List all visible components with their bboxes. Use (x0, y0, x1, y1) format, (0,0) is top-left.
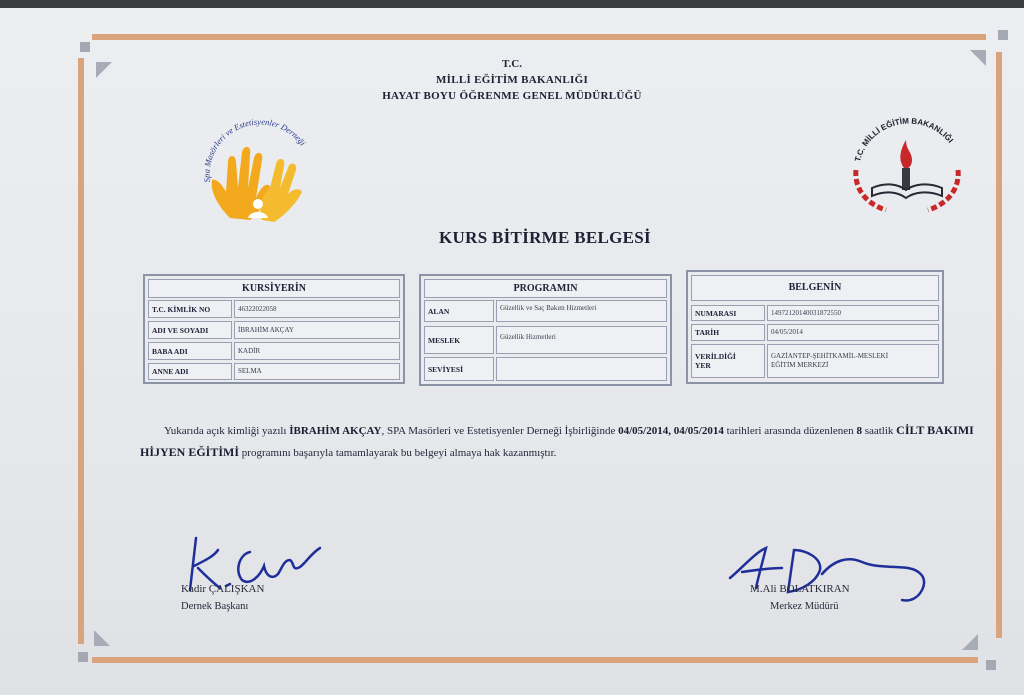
end-date: 04/05/2014 (673, 425, 724, 437)
start-date: 04/05/2014 (618, 425, 669, 437)
row-value: GAZİANTEP-ŞEHİTKAMİL-MESLEKİ EĞİTİM MERKEZİ (767, 344, 939, 378)
row-label: MESLEK (424, 326, 494, 354)
header-tc: T.C. (502, 58, 522, 70)
row-label: ADI VE SOYADI (148, 321, 232, 339)
row-label: T.C. KİMLİK NO (148, 300, 232, 318)
left-signer-name: Kadir ÇALIŞKAN (181, 583, 265, 595)
row-value: SELMA (234, 363, 400, 380)
left-signer-title: Dernek Başkanı (181, 601, 249, 612)
row-label: NUMARASI (691, 305, 765, 321)
body-part: tarihleri arasında düzenlenen (723, 425, 857, 437)
recipient-name: İBRAHİM AKÇAY (289, 425, 382, 437)
table-row (148, 342, 400, 360)
logo-left-text: Spa Masörleri ve Estetisyenler Derneği (201, 118, 308, 183)
header-directorate: HAYAT BOYU ÖĞRENME GENEL MÜDÜRLÜĞÜ (382, 90, 642, 102)
row-label: BABA ADI (148, 342, 232, 360)
table-row (148, 300, 400, 318)
row-value: 04/05/2014 (767, 324, 939, 341)
right-signer-title: Merkez Müdürü (770, 601, 839, 612)
right-signature (722, 538, 942, 608)
hands-logo-icon (192, 118, 322, 230)
programin-box (419, 274, 672, 386)
kursiyerin-heading: KURSİYERİN (148, 279, 400, 298)
row-value (496, 357, 667, 381)
row-label: ALAN (424, 300, 494, 322)
body-part: , (668, 425, 674, 437)
belgenin-box (686, 270, 944, 384)
row-value: Güzellik ve Saç Bakım Hizmetleri (496, 300, 667, 322)
certificate-title: KURS BİTİRME BELGESİ (439, 228, 651, 247)
table-row (148, 321, 400, 339)
row-value: 46322022058 (234, 300, 400, 318)
row-label: SEVİYESİ (424, 357, 494, 381)
table-row (691, 305, 939, 321)
table-row (424, 300, 667, 322)
row-label: ANNE ADI (148, 363, 232, 380)
table-row (424, 357, 667, 381)
logo-right-text: T.C. MİLLİ EĞİTİM BAKANLIĞI (853, 116, 956, 163)
body-part: Yukarıda açık kimliği yazılı (164, 425, 290, 437)
kursiyerin-box (143, 274, 405, 384)
row-value: 14972120140031872550 (767, 305, 939, 321)
torch-book-emblem-icon (842, 110, 972, 222)
table-row (148, 363, 400, 380)
row-value: Güzellik Hizmetleri (496, 326, 667, 354)
table-row (691, 324, 939, 341)
table-row (424, 326, 667, 354)
body-part: saatlik (861, 425, 897, 437)
course-name: CİLT BAKIMI HİJYEN EĞİTİMİ (140, 423, 974, 459)
certificate-body (140, 420, 990, 464)
right-signer-name: M.Ali BOLATKIRAN (750, 583, 850, 595)
programin-heading: PROGRAMIN (424, 279, 667, 298)
header-ministry: MİLLİ EĞİTİM BAKANLIĞI (435, 74, 589, 86)
row-label: TARİH (691, 324, 765, 341)
body-part: , SPA Masörleri ve Estetisyenler Derneği İşbirliğinde (381, 425, 619, 437)
belgenin-heading: BELGENİN (691, 275, 939, 301)
body-part: programını başarıyla tamamlayarak bu belgeyi almaya hak kazanmıştır. (239, 447, 557, 459)
row-value: KADİR (234, 342, 400, 360)
table-row (691, 344, 939, 378)
course-hours: 8 (856, 425, 862, 437)
row-value: İBRAHİM AKÇAY (234, 321, 400, 339)
row-label: VERİLDİĞİ YER (691, 344, 765, 378)
